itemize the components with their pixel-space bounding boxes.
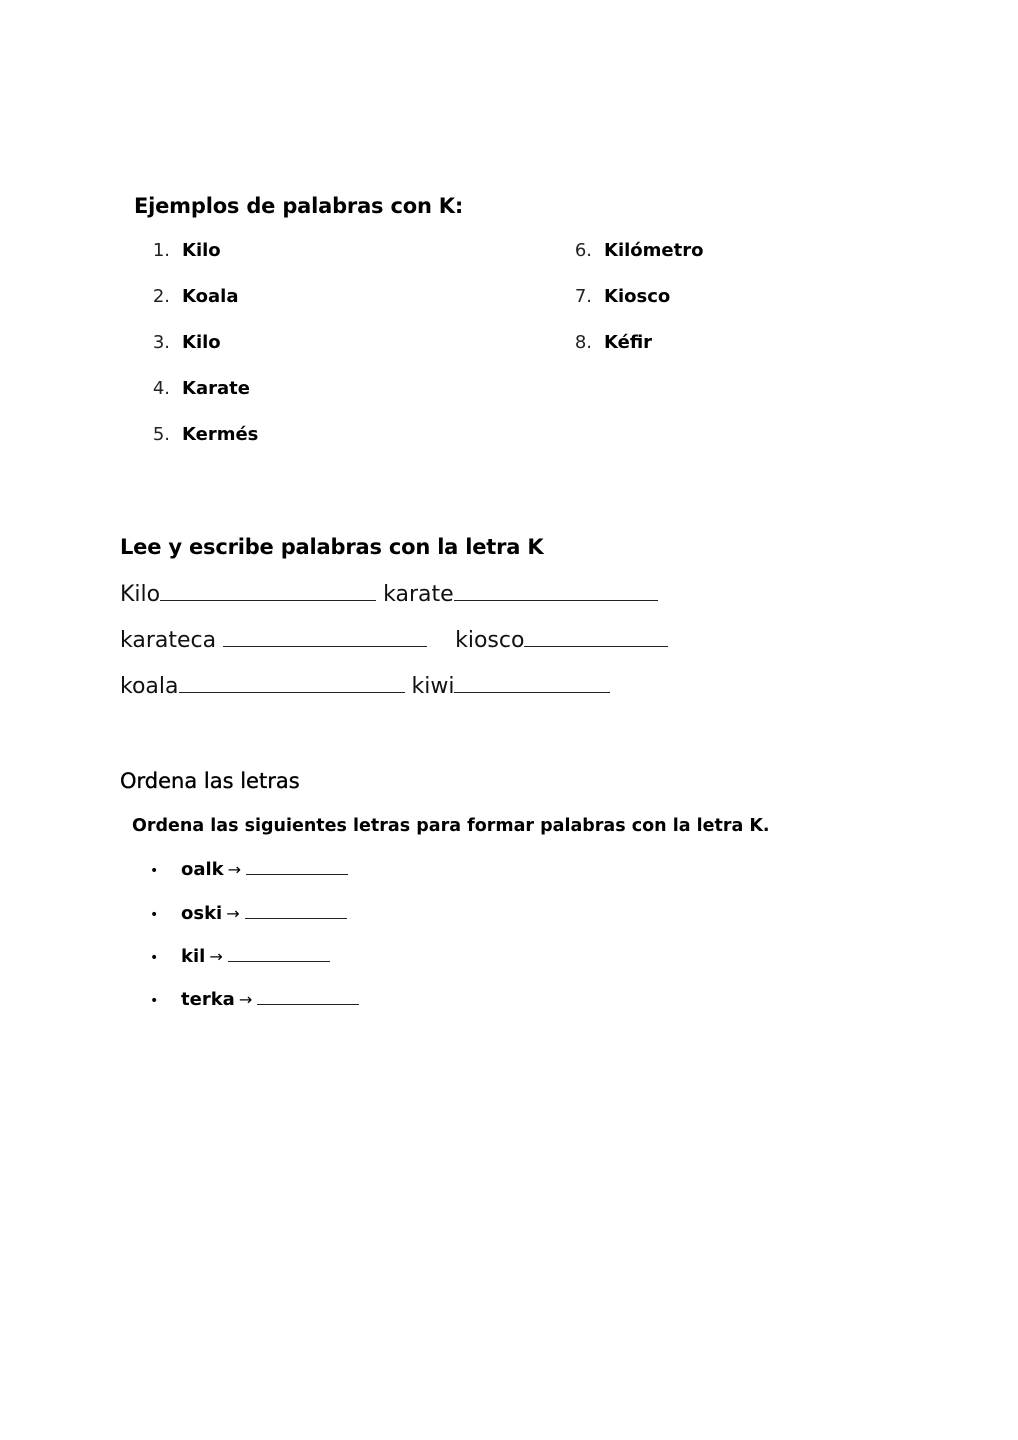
item-word: Kilo [182, 240, 221, 261]
answer-line[interactable] [223, 626, 427, 647]
prompt-word: koala [120, 674, 179, 699]
section-title-examples: Ejemplos de palabras con K: [134, 194, 464, 218]
answer-line[interactable] [454, 580, 658, 601]
item-number: 3. [152, 332, 170, 353]
list-item [140, 424, 258, 446]
answer-line[interactable] [454, 672, 610, 693]
list-item [140, 286, 238, 308]
item-number: 1. [152, 240, 170, 261]
arrow-right-icon: → [209, 947, 223, 966]
answer-line[interactable] [257, 988, 359, 1005]
list-item [562, 332, 652, 354]
list-item [150, 902, 347, 926]
prompt-word: kiwi [411, 674, 455, 699]
answer-line[interactable] [179, 672, 405, 693]
answer-line[interactable] [246, 858, 348, 875]
item-word: Kilo [182, 332, 221, 353]
bullet-icon: • [150, 863, 159, 879]
bullet-icon: • [150, 950, 159, 966]
answer-line[interactable] [524, 626, 668, 647]
list-item [150, 945, 330, 969]
list-item [562, 240, 703, 262]
list-item [140, 240, 221, 262]
item-number: 5. [152, 424, 170, 445]
writing-row [120, 580, 658, 608]
scrambled-word: oski [181, 903, 223, 924]
bullet-icon: • [150, 907, 159, 923]
item-number: 8. [574, 332, 592, 353]
item-word: Kéfir [604, 332, 653, 353]
item-word: Kilómetro [604, 240, 704, 261]
list-item [140, 332, 221, 354]
item-word: Koala [182, 286, 239, 307]
item-word: Karate [182, 378, 250, 399]
item-word: Kiosco [604, 286, 671, 307]
arrow-right-icon: → [226, 904, 240, 923]
answer-line[interactable] [160, 580, 376, 601]
list-item [150, 858, 348, 882]
prompt-word: kiosco [455, 628, 525, 653]
scrambled-word: oalk [181, 859, 224, 880]
section-title-order-letters: Ordena las letras [120, 769, 300, 793]
list-item [140, 378, 250, 400]
prompt-word: Kilo [120, 582, 161, 607]
list-item [150, 988, 359, 1012]
item-number: 7. [574, 286, 592, 307]
prompt-word: karateca [120, 628, 217, 653]
answer-line[interactable] [245, 902, 347, 919]
item-number: 4. [152, 378, 170, 399]
item-number: 6. [574, 240, 592, 261]
prompt-word: karate [383, 582, 454, 607]
item-word: Kermés [182, 424, 259, 445]
scrambled-word: kil [181, 946, 206, 967]
list-item [562, 286, 670, 308]
answer-line[interactable] [228, 945, 330, 962]
section-title-read-write: Lee y escribe palabras con la letra K [120, 535, 544, 559]
writing-row [120, 672, 610, 700]
instruction-text: Ordena las siguientes letras para formar palabras con la letra K. [132, 816, 770, 836]
writing-row [120, 626, 668, 654]
arrow-right-icon: → [227, 860, 242, 879]
scrambled-word: terka [181, 989, 235, 1010]
arrow-right-icon: → [238, 990, 253, 1009]
item-number: 2. [152, 286, 170, 307]
bullet-icon: • [150, 993, 159, 1009]
